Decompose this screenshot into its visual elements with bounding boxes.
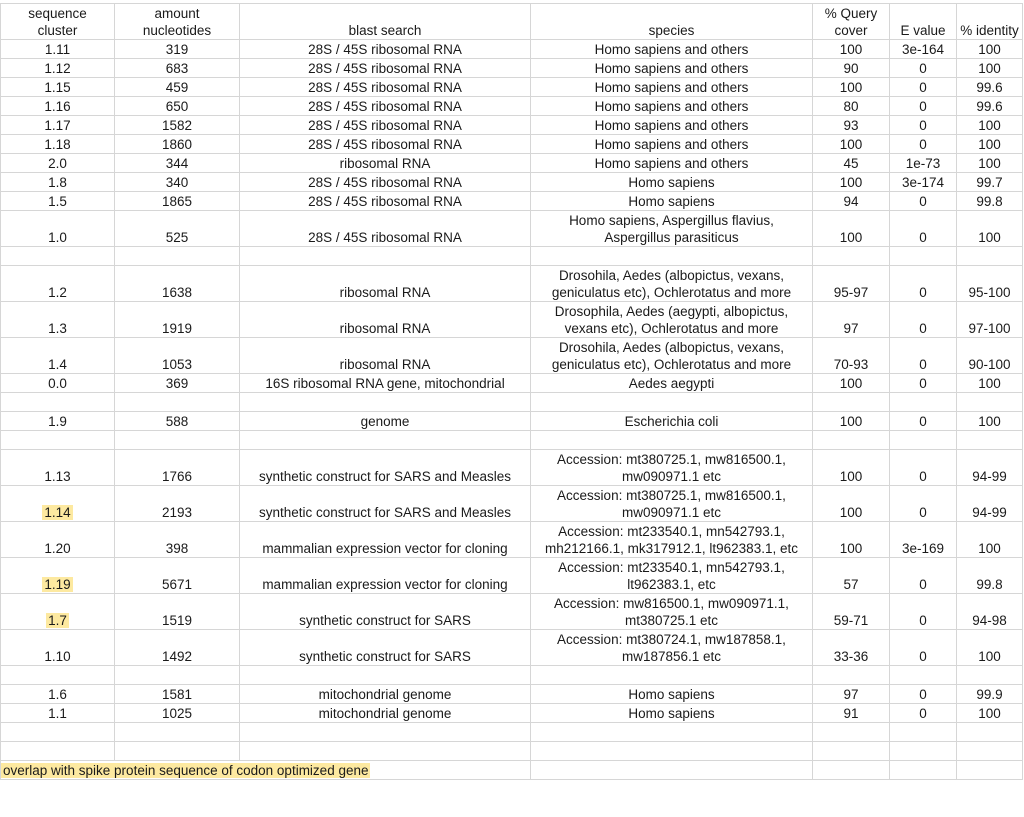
cell-identity: 95-100 [957, 266, 1023, 302]
table-row [1, 338, 1023, 374]
cell-sequence-cluster: 1.2 [1, 266, 115, 302]
cell-identity: 99.6 [957, 97, 1023, 116]
cell-amount-nucleotides: 5671 [115, 558, 240, 594]
cell-e-value: 0 [890, 192, 957, 211]
cell-sequence-cluster [1, 486, 115, 522]
cell-species [531, 266, 813, 302]
cell-species [531, 630, 813, 666]
cell-species [531, 450, 813, 486]
cell-e-value: 0 [890, 211, 957, 247]
species-line: Aedes aegypti [628, 376, 715, 391]
cell-query-cover: 100 [813, 173, 890, 192]
cell-e-value: 0 [890, 302, 957, 338]
cell-sequence-cluster: 1.10 [1, 630, 115, 666]
header-query-cover: % Query cover [813, 4, 890, 40]
table-cell [531, 431, 813, 450]
cell-query-cover: 90 [813, 59, 890, 78]
empty-row [1, 723, 1023, 742]
table-cell [890, 761, 957, 780]
cell-query-cover: 100 [813, 40, 890, 59]
cell-species [531, 374, 813, 393]
species-line: Homo sapiens and others [594, 80, 749, 95]
species-line: Accession: mt380725.1, mw816500.1, [557, 488, 786, 503]
cell-species [531, 116, 813, 135]
cell-identity: 100 [957, 59, 1023, 78]
cell-sequence-cluster: 1.0 [1, 211, 115, 247]
cell-identity: 97-100 [957, 302, 1023, 338]
species-line: mt380725.1 etc [624, 613, 719, 628]
header-species: species [531, 4, 813, 40]
cell-identity: 90-100 [957, 338, 1023, 374]
table-row [1, 522, 1023, 558]
table-cell [115, 666, 240, 685]
cell-identity: 94-99 [957, 450, 1023, 486]
cell-identity: 100 [957, 374, 1023, 393]
cell-species [531, 211, 813, 247]
cell-sequence-cluster: 0.0 [1, 374, 115, 393]
cell-sequence-cluster: 1.15 [1, 78, 115, 97]
cell-identity: 100 [957, 630, 1023, 666]
cell-query-cover: 45 [813, 154, 890, 173]
empty-row [1, 393, 1023, 412]
cell-query-cover: 100 [813, 486, 890, 522]
cell-query-cover: 95-97 [813, 266, 890, 302]
table-cell [813, 742, 890, 761]
cell-sequence-cluster: 1.12 [1, 59, 115, 78]
cell-amount-nucleotides: 1860 [115, 135, 240, 154]
cell-e-value: 3e-174 [890, 173, 957, 192]
table-cell [957, 723, 1023, 742]
species-line: Accession: mw816500.1, mw090971.1, [554, 596, 789, 611]
cell-amount-nucleotides: 459 [115, 78, 240, 97]
cell-blast-search: mitochondrial genome [240, 704, 531, 723]
table-cell [890, 393, 957, 412]
cell-blast-search: 28S / 45S ribosomal RNA [240, 135, 531, 154]
cell-blast-search: synthetic construct for SARS and Measles [240, 486, 531, 522]
cell-identity: 99.7 [957, 173, 1023, 192]
table-row [1, 135, 1023, 154]
cell-identity: 100 [957, 154, 1023, 173]
table-cell [890, 247, 957, 266]
table-cell [957, 761, 1023, 780]
table-cell [890, 431, 957, 450]
cell-e-value: 0 [890, 266, 957, 302]
cell-e-value: 1e-73 [890, 154, 957, 173]
table-body [1, 40, 1023, 761]
cell-sequence-cluster: 1.17 [1, 116, 115, 135]
cell-amount-nucleotides: 683 [115, 59, 240, 78]
cell-blast-search: synthetic construct for SARS [240, 594, 531, 630]
cell-blast-search: synthetic construct for SARS [240, 630, 531, 666]
cell-blast-search: synthetic construct for SARS and Measles [240, 450, 531, 486]
species-line: Accession: mt380724.1, mw187858.1, [557, 632, 786, 647]
header-e-value: E value [890, 4, 957, 40]
cell-sequence-cluster: 1.1 [1, 704, 115, 723]
species-line: Drosohila, Aedes (albopictus, vexans, [558, 268, 785, 283]
cell-blast-search: genome [240, 412, 531, 431]
table-row [1, 40, 1023, 59]
table-row [1, 374, 1023, 393]
species-line: Homo sapiens [628, 175, 715, 190]
table-row [1, 630, 1023, 666]
cell-e-value: 0 [890, 630, 957, 666]
cell-query-cover: 94 [813, 192, 890, 211]
cell-amount-nucleotides: 1919 [115, 302, 240, 338]
cell-amount-nucleotides: 525 [115, 211, 240, 247]
cell-e-value: 0 [890, 97, 957, 116]
table-row [1, 116, 1023, 135]
cell-amount-nucleotides: 588 [115, 412, 240, 431]
cell-amount-nucleotides: 1638 [115, 266, 240, 302]
cell-amount-nucleotides: 340 [115, 173, 240, 192]
cell-blast-search: 28S / 45S ribosomal RNA [240, 40, 531, 59]
empty-row [1, 431, 1023, 450]
species-line: Drosophila, Aedes (aegypti, albopictus, [554, 304, 789, 319]
cell-sequence-cluster: 1.8 [1, 173, 115, 192]
table-cell [957, 247, 1023, 266]
cell-identity: 100 [957, 704, 1023, 723]
cell-blast-search: 28S / 45S ribosomal RNA [240, 59, 531, 78]
cell-species [531, 40, 813, 59]
species-line: Homo sapiens and others [594, 118, 749, 133]
cell-blast-search: 28S / 45S ribosomal RNA [240, 97, 531, 116]
table-cell [890, 666, 957, 685]
table-cell [813, 761, 890, 780]
species-line: lt962383.1, etc [627, 577, 716, 592]
cell-identity: 94-99 [957, 486, 1023, 522]
cell-identity: 100 [957, 135, 1023, 154]
cell-amount-nucleotides: 1519 [115, 594, 240, 630]
header-amount-nucleotides: amount nucleotides [115, 4, 240, 40]
table-cell [957, 393, 1023, 412]
cell-species [531, 338, 813, 374]
table-cell [1, 742, 115, 761]
species-line: Homo sapiens and others [594, 156, 749, 171]
table-cell [890, 723, 957, 742]
header-sequence-cluster: sequence cluster [1, 4, 115, 40]
cell-amount-nucleotides: 344 [115, 154, 240, 173]
table-row [1, 211, 1023, 247]
table-cell [890, 742, 957, 761]
cell-sequence-cluster: 1.16 [1, 97, 115, 116]
cell-sequence-cluster [1, 594, 115, 630]
cell-species [531, 685, 813, 704]
cell-blast-search: 28S / 45S ribosomal RNA [240, 78, 531, 97]
cell-blast-search: 28S / 45S ribosomal RNA [240, 192, 531, 211]
cell-query-cover: 100 [813, 211, 890, 247]
cell-sequence-cluster: 1.9 [1, 412, 115, 431]
table-cell [957, 666, 1023, 685]
table-cell [240, 393, 531, 412]
cell-sequence-cluster: 1.3 [1, 302, 115, 338]
table-cell [531, 723, 813, 742]
cell-e-value: 0 [890, 116, 957, 135]
species-line: mw090971.1 etc [621, 469, 722, 484]
cell-e-value: 0 [890, 412, 957, 431]
cell-species [531, 704, 813, 723]
header-row [1, 4, 1023, 40]
cell-species [531, 302, 813, 338]
cell-sequence-cluster: 1.18 [1, 135, 115, 154]
table-cell [531, 742, 813, 761]
species-line: vexans etc), Ochlerotatus and more [564, 321, 779, 336]
cell-blast-search: 28S / 45S ribosomal RNA [240, 173, 531, 192]
species-line: Homo sapiens, Aspergillus flavius, [569, 213, 774, 228]
cell-amount-nucleotides: 1492 [115, 630, 240, 666]
cell-amount-nucleotides: 650 [115, 97, 240, 116]
table-cell [240, 723, 531, 742]
table-cell [531, 247, 813, 266]
cell-species [531, 135, 813, 154]
species-line: Homo sapiens and others [594, 137, 749, 152]
cell-amount-nucleotides: 1766 [115, 450, 240, 486]
cell-amount-nucleotides: 1053 [115, 338, 240, 374]
cell-species [531, 78, 813, 97]
cell-query-cover: 100 [813, 78, 890, 97]
table-cell [115, 393, 240, 412]
cell-species [531, 522, 813, 558]
species-line: Accession: mt233540.1, mn542793.1, [558, 560, 785, 575]
species-line: mw090971.1 etc [621, 505, 722, 520]
table-cell [531, 761, 813, 780]
table-cell [813, 723, 890, 742]
cell-query-cover: 80 [813, 97, 890, 116]
species-line: mw187856.1 etc [621, 649, 722, 664]
cell-e-value: 0 [890, 558, 957, 594]
table-cell [531, 393, 813, 412]
cell-identity: 100 [957, 412, 1023, 431]
cell-query-cover: 70-93 [813, 338, 890, 374]
cell-identity: 99.9 [957, 685, 1023, 704]
species-line: Homo sapiens [628, 194, 715, 209]
species-line: Homo sapiens [628, 706, 715, 721]
cell-query-cover: 97 [813, 302, 890, 338]
cell-blast-search: mitochondrial genome [240, 685, 531, 704]
species-line: Aspergillus parasiticus [604, 230, 739, 245]
cell-query-cover: 100 [813, 450, 890, 486]
table-row [1, 302, 1023, 338]
table-row [1, 412, 1023, 431]
table-row [1, 97, 1023, 116]
table-cell [1, 723, 115, 742]
empty-row [1, 666, 1023, 685]
cell-sequence-cluster: 1.4 [1, 338, 115, 374]
cell-identity: 100 [957, 211, 1023, 247]
table-cell [1, 666, 115, 685]
footnote-row [1, 761, 1023, 780]
cell-sequence-cluster: 2.0 [1, 154, 115, 173]
cell-amount-nucleotides: 2193 [115, 486, 240, 522]
cell-e-value: 0 [890, 338, 957, 374]
table-cell [240, 666, 531, 685]
cell-sequence-cluster: 1.20 [1, 522, 115, 558]
table-cell [240, 742, 531, 761]
table-cell [531, 666, 813, 685]
cell-sequence-cluster: 1.5 [1, 192, 115, 211]
table-row [1, 685, 1023, 704]
cell-species [531, 154, 813, 173]
cell-blast-search: 16S ribosomal RNA gene, mitochondrial [240, 374, 531, 393]
table-cell [115, 247, 240, 266]
table-row [1, 450, 1023, 486]
blast-results-table [0, 3, 1023, 780]
table-cell [1, 393, 115, 412]
cell-e-value: 0 [890, 486, 957, 522]
cell-sequence-cluster: 1.13 [1, 450, 115, 486]
cell-amount-nucleotides: 1581 [115, 685, 240, 704]
table-row [1, 486, 1023, 522]
table-cell [813, 247, 890, 266]
cell-blast-search: 28S / 45S ribosomal RNA [240, 211, 531, 247]
cell-species [531, 192, 813, 211]
species-line: Escherichia coli [624, 414, 719, 429]
cell-blast-search: 28S / 45S ribosomal RNA [240, 116, 531, 135]
table-cell [813, 393, 890, 412]
table-row [1, 78, 1023, 97]
highlighted-cluster: 1.7 [48, 613, 67, 628]
cell-identity: 99.8 [957, 558, 1023, 594]
cell-query-cover: 33-36 [813, 630, 890, 666]
table-row [1, 59, 1023, 78]
cell-query-cover: 100 [813, 374, 890, 393]
cell-species [531, 59, 813, 78]
cell-query-cover: 100 [813, 135, 890, 154]
cell-blast-search: mammalian expression vector for cloning [240, 522, 531, 558]
empty-row [1, 247, 1023, 266]
cell-e-value: 0 [890, 135, 957, 154]
table-cell [240, 431, 531, 450]
cell-query-cover: 59-71 [813, 594, 890, 630]
cell-e-value: 0 [890, 704, 957, 723]
cell-sequence-cluster [1, 558, 115, 594]
header-identity: % identity [957, 4, 1023, 40]
cell-e-value: 0 [890, 78, 957, 97]
cell-blast-search: mammalian expression vector for cloning [240, 558, 531, 594]
cell-sequence-cluster: 1.11 [1, 40, 115, 59]
cell-identity: 100 [957, 522, 1023, 558]
table-row [1, 594, 1023, 630]
cell-identity: 100 [957, 40, 1023, 59]
cell-species [531, 558, 813, 594]
cell-e-value: 0 [890, 685, 957, 704]
cell-identity: 100 [957, 116, 1023, 135]
cell-blast-search: ribosomal RNA [240, 302, 531, 338]
species-line: Homo sapiens and others [594, 61, 749, 76]
table-cell [813, 431, 890, 450]
cell-identity: 99.6 [957, 78, 1023, 97]
cell-query-cover: 91 [813, 704, 890, 723]
cell-e-value: 0 [890, 374, 957, 393]
cell-amount-nucleotides: 1025 [115, 704, 240, 723]
table-row [1, 558, 1023, 594]
highlighted-cluster: 1.19 [44, 577, 71, 592]
species-line: Homo sapiens and others [594, 99, 749, 114]
cell-amount-nucleotides: 398 [115, 522, 240, 558]
cell-blast-search: ribosomal RNA [240, 266, 531, 302]
species-line: geniculatus etc), Ochlerotatus and more [551, 285, 792, 300]
species-line: geniculatus etc), Ochlerotatus and more [551, 357, 792, 372]
cell-e-value: 0 [890, 59, 957, 78]
table-row [1, 154, 1023, 173]
cell-e-value: 3e-169 [890, 522, 957, 558]
table-cell [115, 723, 240, 742]
cell-amount-nucleotides: 369 [115, 374, 240, 393]
table-cell [115, 742, 240, 761]
table-row [1, 173, 1023, 192]
cell-identity: 94-98 [957, 594, 1023, 630]
species-line: mh212166.1, mk317912.1, lt962383.1, etc [545, 541, 798, 556]
species-line: Accession: mt233540.1, mn542793.1, [558, 524, 785, 539]
table-cell [115, 431, 240, 450]
cell-query-cover: 57 [813, 558, 890, 594]
footnote-cell [1, 761, 531, 780]
cell-amount-nucleotides: 319 [115, 40, 240, 59]
species-line: Drosohila, Aedes (albopictus, vexans, [558, 340, 785, 355]
header-blast-search: blast search [240, 4, 531, 40]
species-line: Homo sapiens [628, 687, 715, 702]
cell-blast-search: ribosomal RNA [240, 338, 531, 374]
table-cell [813, 666, 890, 685]
empty-row [1, 742, 1023, 761]
cell-blast-search: ribosomal RNA [240, 154, 531, 173]
table-cell [957, 742, 1023, 761]
table-row [1, 266, 1023, 302]
cell-query-cover: 100 [813, 412, 890, 431]
cell-query-cover: 97 [813, 685, 890, 704]
cell-species [531, 97, 813, 116]
table-row [1, 704, 1023, 723]
cell-query-cover: 100 [813, 522, 890, 558]
cell-amount-nucleotides: 1865 [115, 192, 240, 211]
table-cell [240, 247, 531, 266]
cell-query-cover: 93 [813, 116, 890, 135]
cell-species [531, 486, 813, 522]
cell-species [531, 594, 813, 630]
highlighted-cluster: 1.14 [44, 505, 71, 520]
cell-e-value: 0 [890, 594, 957, 630]
table-cell [1, 431, 115, 450]
cell-sequence-cluster: 1.6 [1, 685, 115, 704]
cell-species [531, 173, 813, 192]
cell-e-value: 3e-164 [890, 40, 957, 59]
cell-identity: 99.8 [957, 192, 1023, 211]
footnote-text: overlap with spike protein sequence of codon optimized gene [3, 763, 369, 778]
table-cell [1, 247, 115, 266]
species-line: Homo sapiens and others [594, 42, 749, 57]
table-cell [957, 431, 1023, 450]
cell-amount-nucleotides: 1582 [115, 116, 240, 135]
cell-e-value: 0 [890, 450, 957, 486]
table-row [1, 192, 1023, 211]
cell-species [531, 412, 813, 431]
species-line: Accession: mt380725.1, mw816500.1, [557, 452, 786, 467]
